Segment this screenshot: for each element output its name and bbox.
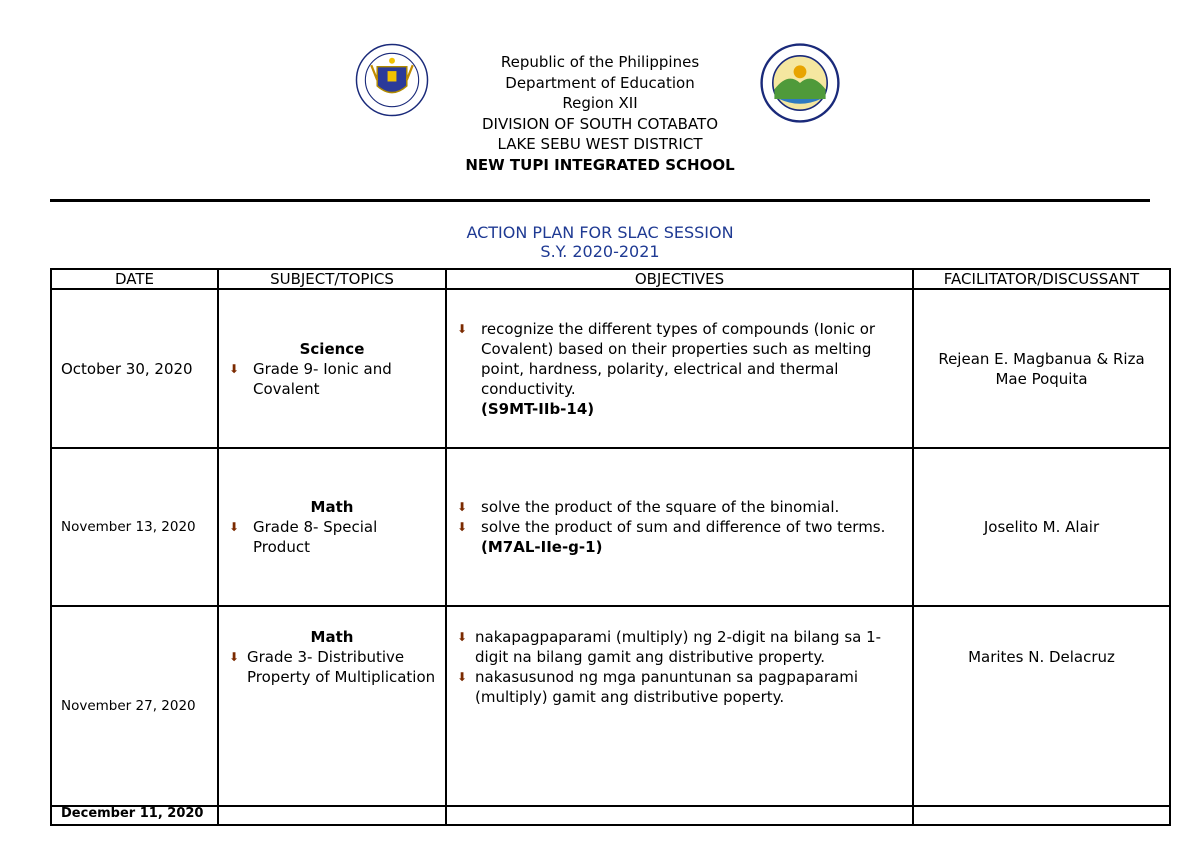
topic-text: Grade 8- Special Product xyxy=(253,518,378,556)
document-title xyxy=(300,223,900,261)
date-cell: October 30, 2020 xyxy=(51,289,218,448)
subject-cell xyxy=(218,606,446,806)
bullet-arrow-icon: ⬇ xyxy=(457,321,468,336)
objectives-cell xyxy=(446,806,913,825)
objective-item xyxy=(455,319,904,399)
subject-title: Math xyxy=(310,498,354,516)
competency-code: (M7AL-IIe-g-1) xyxy=(481,538,603,556)
bullet-arrow-icon: ⬇ xyxy=(457,670,468,684)
table-row xyxy=(51,289,1170,448)
action-plan-table xyxy=(50,268,1171,826)
school-seal-logo xyxy=(760,43,840,123)
subject-cell xyxy=(218,806,446,825)
facilitator-cell: Joselito M. Alair xyxy=(913,448,1170,606)
bullet-arrow-icon: ⬇ xyxy=(457,520,468,534)
column-header-subject: SUBJECT/TOPICS xyxy=(218,269,446,289)
facilitator-cell xyxy=(913,806,1170,825)
topic-item xyxy=(227,517,437,557)
header-division: DIVISION OF SOUTH COTABATO xyxy=(481,114,718,133)
letterhead xyxy=(400,52,800,176)
school-year: S.Y. 2020-2021 xyxy=(540,242,660,261)
topic-item xyxy=(227,647,437,687)
objectives-cell xyxy=(446,448,913,606)
objective-text: nakasusunod ng mga panuntunan sa pagpaparami (multiply) gamit ang distributive poperty. xyxy=(475,668,858,706)
objective-text: recognize the different types of compounds (Ionic or Covalent) based on their properties such as melting point, hardness, polarity, electrical and thermal conductivity. xyxy=(481,319,876,398)
bullet-arrow-icon: ⬇ xyxy=(229,520,240,534)
topic-item xyxy=(227,359,437,399)
bullet-arrow-icon: ⬇ xyxy=(457,500,468,514)
subject-title: Science xyxy=(299,339,365,358)
subject-cell xyxy=(218,289,446,448)
bullet-arrow-icon: ⬇ xyxy=(229,361,240,376)
objectives-cell xyxy=(446,606,913,806)
objective-text: solve the product of the square of the binomial. xyxy=(481,498,840,516)
table-header-row xyxy=(51,269,1170,289)
header-district: LAKE SEBU WEST DISTRICT xyxy=(497,135,703,154)
header-region: Region XII xyxy=(562,94,638,113)
title-line: ACTION PLAN FOR SLAC SESSION xyxy=(466,223,734,242)
table-row xyxy=(51,806,1170,825)
subject-title: Math xyxy=(310,628,354,646)
topic-text: Grade 3- Distributive Property of Multiplication xyxy=(247,648,436,686)
topic-text: Grade 9- Ionic and Covalent xyxy=(253,359,392,398)
table-row xyxy=(51,448,1170,606)
header-republic: Republic of the Philippines xyxy=(500,53,700,71)
header-department: Department of Education xyxy=(505,73,695,92)
header-school-name: NEW TUPI INTEGRATED SCHOOL xyxy=(465,155,735,174)
table-row xyxy=(51,606,1170,806)
facilitator-cell: Rejean E. Magbanua & Riza Mae Poquita xyxy=(913,289,1170,448)
facilitator-cell: Marites N. Delacruz xyxy=(913,606,1170,806)
date-cell: December 11, 2020 xyxy=(51,806,218,825)
column-header-objectives: OBJECTIVES xyxy=(446,269,913,289)
objectives-cell xyxy=(446,289,913,448)
bullet-arrow-icon: ⬇ xyxy=(229,650,240,664)
date-cell: November 13, 2020 xyxy=(51,448,218,606)
column-header-date: DATE xyxy=(51,269,218,289)
column-header-facilitator: FACILITATOR/DISCUSSANT xyxy=(913,269,1170,289)
objective-item xyxy=(455,627,904,667)
objective-item xyxy=(455,497,904,517)
objective-text: nakapagpaparami (multiply) ng 2-digit na bilang sa 1-digit na bilang gamit ang distributive property. xyxy=(475,628,882,666)
objective-text: solve the product of sum and difference of two terms. xyxy=(481,518,886,536)
bullet-arrow-icon: ⬇ xyxy=(457,630,468,644)
objective-item xyxy=(455,667,904,707)
date-cell: November 27, 2020 xyxy=(51,606,218,806)
header-divider xyxy=(50,199,1150,202)
subject-cell xyxy=(218,448,446,606)
competency-code: (S9MT-IIb-14) xyxy=(481,399,595,418)
objective-item xyxy=(455,517,904,537)
